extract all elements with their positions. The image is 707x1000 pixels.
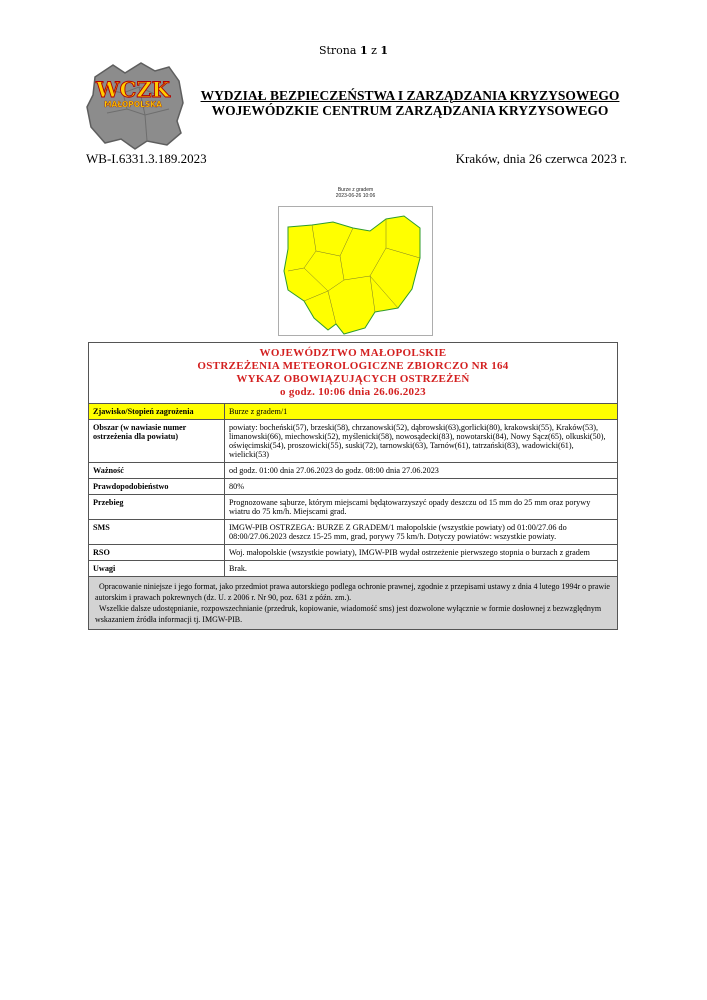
- department-name: WYDZIAŁ BEZPIECZEŃSTWA I ZARZĄDZANIA KRYZYSOWEGO: [200, 88, 620, 103]
- region-title: WOJEWÓDZTWO MAŁOPOLSKIE: [259, 347, 447, 359]
- table-row-area: Obszar (w nawiasie numer ostrzeżenia dla powiatu) powiaty: bocheński(57), brzeski(58), chrzanowski(52), dąbrowski(63),gorlicki(80), krakowski(55), Kraków(53), limanowski(66), miechowski(52), myślenicki(58), nowosądecki(83), nowotarski(84), Nowy Sącz(65), olkuski(50), oświęcimski(54), proszowicki(55), suski(72), tarnowski(63), Tarnów(61), tatrzański(83), wadowicki(61), wielicki(53): [89, 420, 618, 463]
- warning-map: [278, 187, 433, 337]
- bulletin-time: o godz. 10:06 dnia 26.06.2023: [280, 386, 426, 398]
- wczk-logo: [83, 59, 188, 151]
- table-row-rso: RSO Woj. małopolskie (wszystkie powiaty), IMGW-PIB wydał ostrzeżenie pierwszego stopnia o burzach z gradem: [89, 545, 618, 561]
- logo-main-text: WCZK: [96, 77, 170, 102]
- page-number: Strona 1 z 1: [318, 44, 389, 57]
- copyright-note: Opracowanie niniejsze i jego format, jako przedmiot prawa autorskiego podlega ochronie prawnej, zgodnie z przepisami ustawy z dnia 4 lutego 1994r o prawie autorskim i prawach pokrewnych (dz. U. z 2006 r. Nr 90, poz. 631 z późn. zm.). Wszelkie dalsze udostępnianie, rozpowszechnianie (przedruk, kopiowanie, wiadomość sms) jest dozwolone wyłącznie w formie dosłownej z bezwzględnym wskazaniem źródła informacji tj. IMGW-PIB.: [89, 577, 618, 630]
- table-row-validity: Ważność od godz. 01:00 dnia 27.06.2023 do godz. 08:00 dnia 27.06.2023: [89, 463, 618, 479]
- reference-number: WB-I.6331.3.189.2023: [86, 151, 207, 166]
- bulletin-title: OSTRZEŻENIA METEOROLOGICZNE ZBIORCZO NR 164: [197, 360, 509, 372]
- region-map-icon: [278, 206, 433, 336]
- copyright-note-row: [89, 577, 618, 630]
- document-date: Kraków, dnia 26 czerwca 2023 r.: [455, 151, 627, 166]
- document-header: [196, 88, 624, 118]
- logo-sub-text: MAŁOPOLSKA: [104, 100, 162, 109]
- malopolska-map-logo-icon: [83, 59, 188, 151]
- bulletin-subtitle: WYKAZ OBOWIĄZUJĄCYCH OSTRZEŻEŃ: [236, 373, 470, 385]
- table-row-sms: SMS IMGW-PIB OSTRZEGA: BURZE Z GRADEM/1 małopolskie (wszystkie powiaty) od 01:00/27.06 do 08:00/27.06.2023 deszcz 15-25 mm, grad, porywy 75 km/h. Dotyczy powiatów: wszystkie powiaty.: [89, 520, 618, 545]
- map-title: Burze z gradem 2023-06-26 10:06: [335, 187, 376, 199]
- center-name: WOJEWÓDZKIE CENTRUM ZARZĄDZANIA KRYZYSOWEGO: [211, 103, 609, 118]
- table-row-course: Przebieg Prognozowane sąburze, którym miejscami będątowarzyszyć opady deszczu od 15 mm do 25 mm oraz porywy wiatru do 75 km/h. Miejscami grad.: [89, 495, 618, 520]
- table-row-probability: Prawdopodobieństwo 80%: [89, 479, 618, 495]
- table-row-remarks: Uwagi Brak.: [89, 561, 618, 577]
- bulletin-title-cell: [89, 343, 618, 404]
- warning-table: [88, 342, 618, 630]
- table-row-phenomenon: Zjawisko/Stopień zagrożenia Burze z gradem/1: [89, 404, 618, 420]
